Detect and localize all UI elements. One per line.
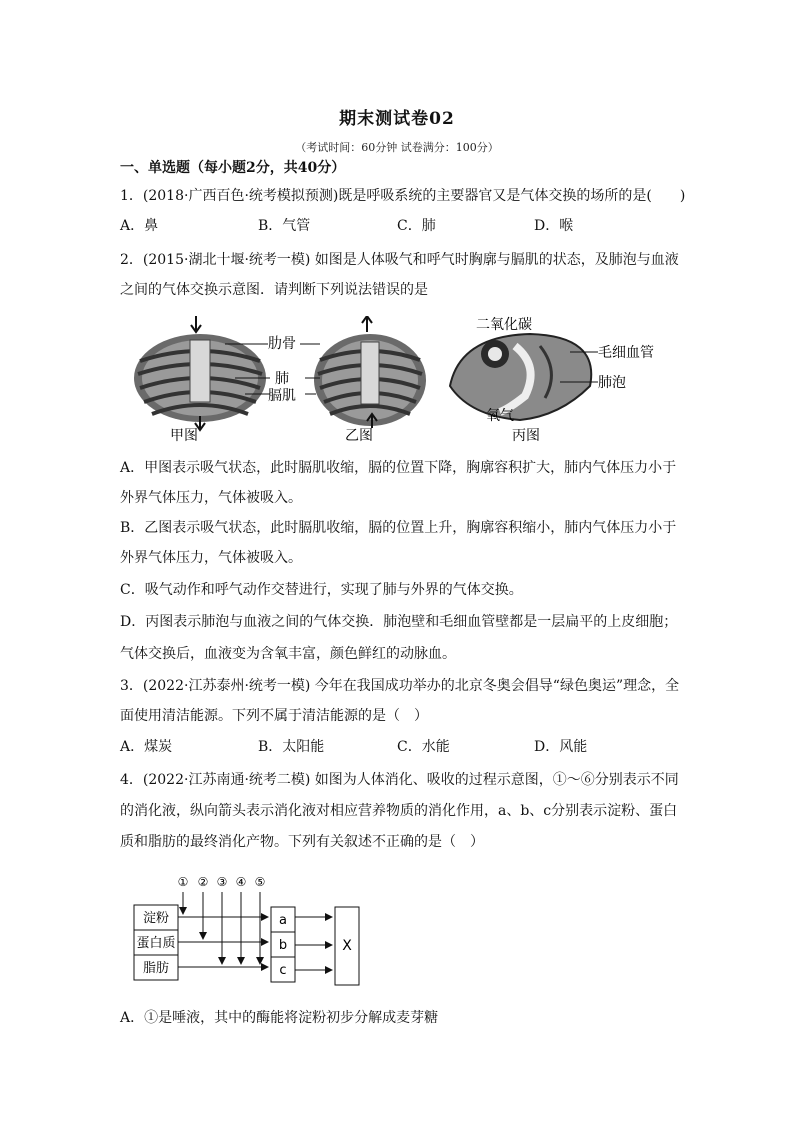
q2-option-b-line1: B．乙图表示吸气状态，此时膈肌收缩，膈的位置上升，胸廓容积缩小，肺内气体压力小于 bbox=[120, 520, 677, 536]
q3-option-a: A．煤炭 bbox=[120, 739, 173, 755]
q4-stem-line1: 4．(2022·江苏南通·统考二模) 如图为人体消化、吸收的过程示意图，①～⑥分别表示不同 bbox=[120, 772, 679, 788]
q1-stem: 1．(2018·广西百色·统考模拟预测)既是呼吸系统的主要器官又是气体交换的场所的是( ) bbox=[120, 188, 686, 204]
label-lung: 肺 bbox=[275, 371, 289, 387]
q2-option-a-line2: 外界气体压力，气体被吸入。 bbox=[120, 490, 302, 506]
digestive-juice-3: ③ bbox=[216, 875, 228, 889]
q2-option-d-line2: 气体交换后，血液变为含氧丰富，颜色鲜红的动脉血。 bbox=[120, 646, 456, 662]
label-oxygen: 氧气 bbox=[486, 408, 514, 424]
absorption-x: X bbox=[342, 938, 352, 954]
digestive-juice-5: ⑤ bbox=[254, 875, 266, 889]
q3-stem-line1: 3．(2022·江苏泰州·统考一模) 今年在我国成功举办的北京冬奥会倡导“绿色奥运”理念，全 bbox=[120, 678, 680, 694]
digestion-diagram-svg bbox=[125, 870, 375, 995]
digestive-juice-4: ④ bbox=[235, 875, 247, 889]
breathing-figure bbox=[120, 316, 680, 444]
caption-fig-a: 甲图 bbox=[170, 428, 198, 444]
q4-option-a: A．①是唾液，其中的酶能将淀粉初步分解成麦芽糖 bbox=[120, 1010, 439, 1026]
q2-option-a-line1: A．甲图表示吸气状态，此时膈肌收缩，膈的位置下降，胸廓容积扩大，肺内气体压力小于 bbox=[120, 460, 677, 476]
label-diaphragm: 膈肌 bbox=[268, 388, 296, 404]
nutrient-starch: 淀粉 bbox=[142, 911, 170, 926]
q2-stem-line2: 之间的气体交换示意图．请判断下列说法错误的是 bbox=[120, 282, 428, 298]
label-alveolus: 肺泡 bbox=[598, 375, 626, 391]
q1-option-b: B．气管 bbox=[258, 218, 311, 234]
q4-stem-line2: 的消化液，纵向箭头表示消化液对相应营养物质的消化作用，a、b、c分别表示淀粉、蛋白 bbox=[120, 803, 678, 819]
caption-fig-c: 丙图 bbox=[512, 428, 540, 444]
q2-stem-line1: 2．(2015·湖北十堰·统考一模) 如图是人体吸气和呼气时胸廓与膈肌的状态，及肺泡与血液 bbox=[120, 252, 679, 268]
breathing-figure-svg bbox=[120, 316, 680, 444]
q4-stem-line3: 质和脂肪的最终消化产物。下列有关叙述不正确的是（ ） bbox=[120, 834, 484, 850]
label-rib: 肋骨 bbox=[268, 336, 296, 352]
nutrient-fat: 脂肪 bbox=[142, 961, 170, 976]
digestive-juice-2: ② bbox=[197, 875, 209, 889]
exam-subtitle: （考试时间：60分钟 试卷满分：100分） bbox=[295, 141, 499, 154]
product-a: a bbox=[279, 913, 287, 928]
q3-option-b: B．太阳能 bbox=[258, 739, 325, 755]
q2-option-c: C．吸气动作和呼气动作交替进行，实现了肺与外界的气体交换。 bbox=[120, 582, 523, 598]
nutrient-protein: 蛋白质 bbox=[136, 936, 176, 951]
digestive-juice-1: ① bbox=[177, 875, 189, 889]
caption-fig-b: 乙图 bbox=[345, 428, 373, 444]
label-capillary: 毛细血管 bbox=[598, 345, 654, 361]
q3-stem-line2: 面使用清洁能源。下列不属于清洁能源的是（ ） bbox=[120, 708, 428, 724]
product-c: c bbox=[279, 963, 287, 978]
label-co2: 二氧化碳 bbox=[476, 317, 532, 333]
digestion-diagram bbox=[125, 870, 375, 995]
section-heading: 一、单选题（每小题2分，共40分） bbox=[120, 160, 346, 176]
q1-option-a: A．鼻 bbox=[120, 218, 159, 234]
q3-option-c: C．水能 bbox=[397, 739, 450, 755]
q3-option-d: D．风能 bbox=[534, 739, 588, 755]
q2-option-d-line1: D．丙图表示肺泡与血液之间的气体交换．肺泡壁和毛细血管壁都是一层扁平的上皮细胞； bbox=[120, 614, 678, 630]
product-b: b bbox=[278, 938, 288, 953]
page-title: 期末测试卷02 bbox=[339, 109, 455, 129]
q1-option-c: C．肺 bbox=[397, 218, 436, 234]
q1-option-d: D．喉 bbox=[534, 218, 574, 234]
q2-option-b-line2: 外界气体压力，气体被吸入。 bbox=[120, 550, 302, 566]
